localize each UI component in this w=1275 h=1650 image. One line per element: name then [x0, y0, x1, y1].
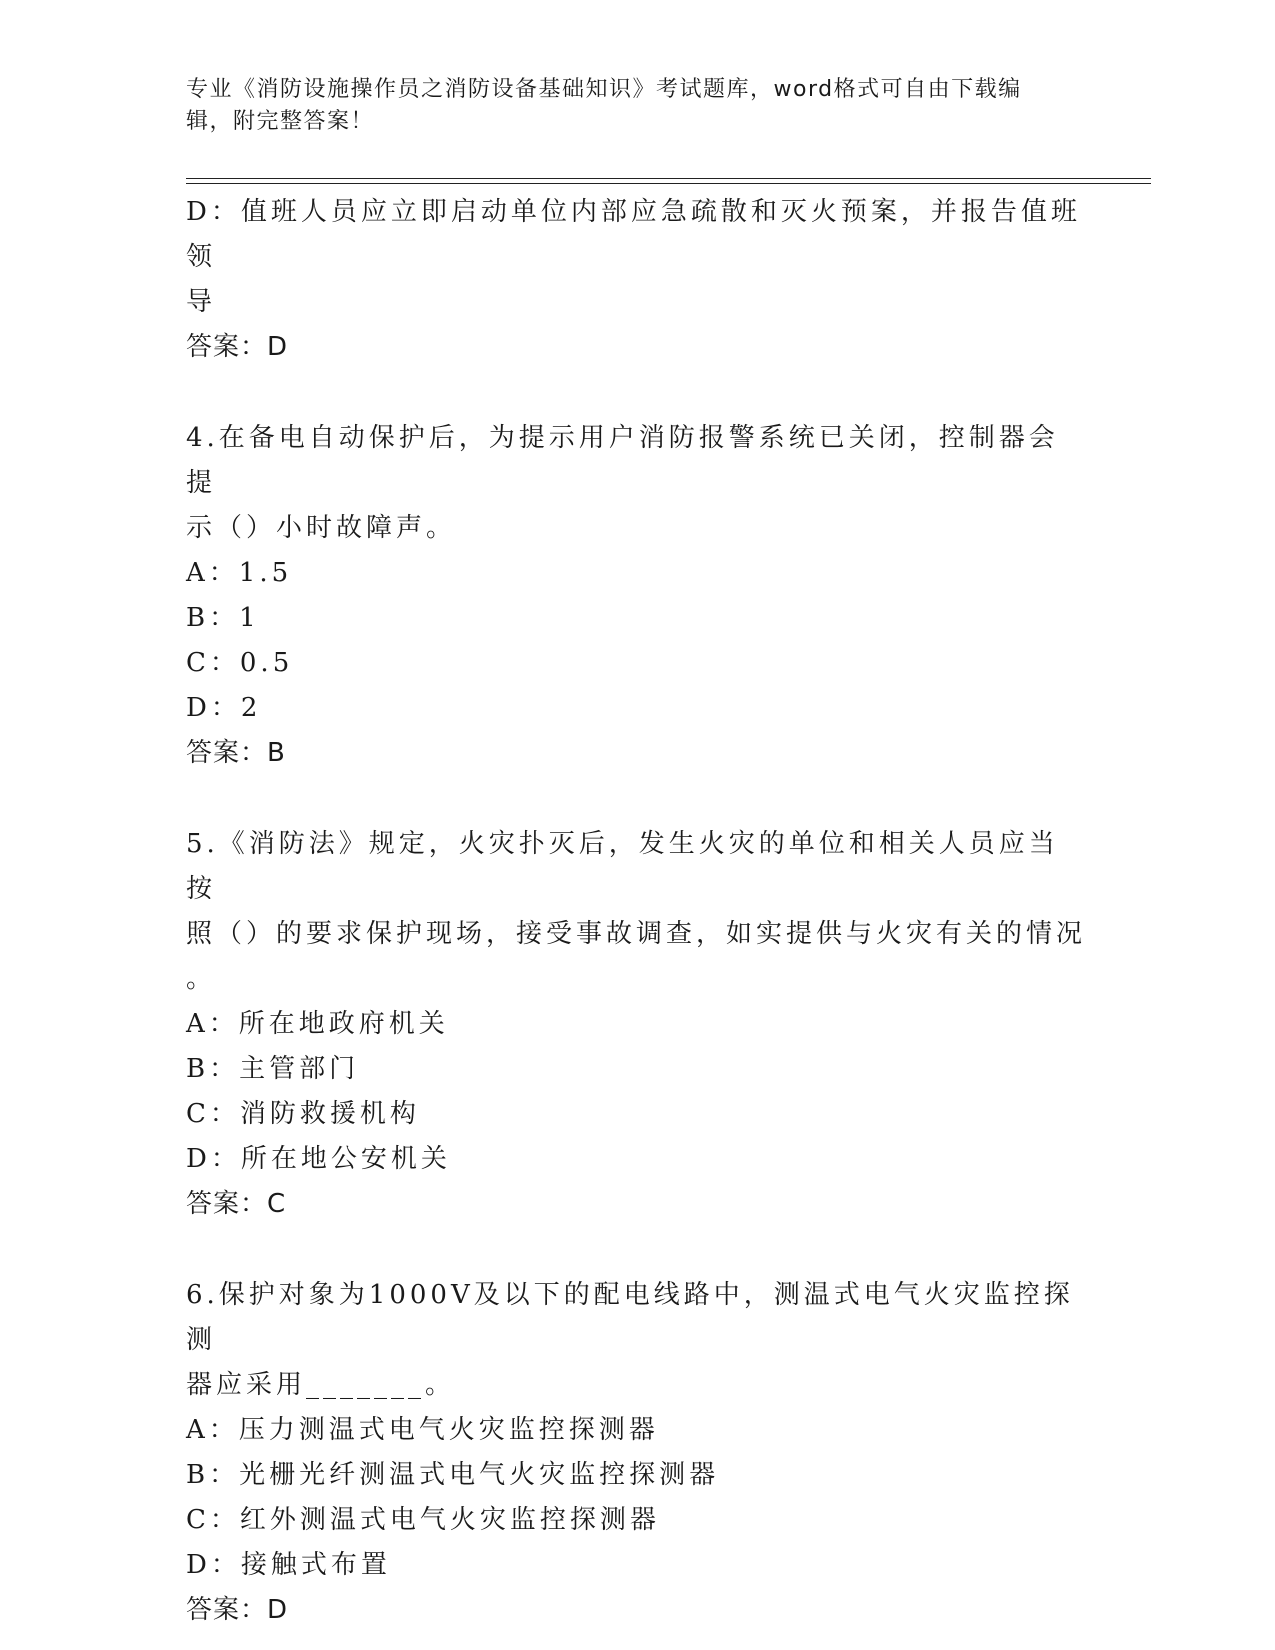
header-divider-top [186, 178, 1151, 179]
question-stem-continued: 照（）的要求保护现场，接受事故调查，如实提供与火灾有关的情况 [186, 919, 1087, 949]
question-stem: 5.《消防法》规定，火灾扑灭后，发生火灾的单位和相关人员应当按 [186, 829, 1059, 904]
option-c: C：消防救援机构 [186, 1099, 420, 1129]
option-d: D：值班人员应立即启动单位内部应急疏散和灭火预案，并报告值班领 [186, 197, 1081, 272]
option-d: D：接触式布置 [186, 1550, 391, 1580]
answer: 答案：D [186, 1595, 289, 1625]
option-b: B：主管部门 [186, 1054, 360, 1084]
option-b: B：光栅光纤测温式电气火灾监控探测器 [186, 1460, 720, 1490]
option-a: A：1.5 [186, 558, 293, 588]
continued-question [186, 190, 1086, 370]
question-stem: 4.在备电自动保护后，为提示用户消防报警系统已关闭，控制器会提 [186, 423, 1059, 498]
header-line-2: 辑，附完整答案！ [186, 109, 375, 134]
answer: 答案：B [186, 738, 286, 768]
document-header [186, 74, 1066, 138]
option-d: D：所在地公安机关 [186, 1144, 451, 1174]
header-divider-bottom [186, 183, 1151, 184]
question-6 [186, 1273, 1086, 1633]
question-4 [186, 416, 1086, 776]
option-a: A：压力测温式电气火灾监控探测器 [186, 1415, 659, 1445]
option-d-continued: 导 [186, 287, 217, 317]
answer: 答案：D [186, 332, 289, 362]
question-stem-end: 。 [186, 964, 217, 994]
option-c: C：0.5 [186, 648, 294, 678]
option-b: B：1 [186, 603, 260, 633]
option-d: D：2 [186, 693, 262, 723]
option-a: A：所在地政府机关 [186, 1009, 449, 1039]
header-line-1: 专业《消防设施操作员之消防设备基础知识》考试题库，word格式可自由下载编 [186, 77, 1022, 102]
answer: 答案：C [186, 1189, 287, 1219]
question-stem: 6.保护对象为1000V及以下的配电线路中，测温式电气火灾监控探测 [186, 1280, 1074, 1355]
question-stem-continued: 示（）小时故障声。 [186, 513, 457, 543]
question-5 [186, 822, 1086, 1227]
question-stem-continued: 器应采用_______。 [186, 1370, 456, 1400]
option-c: C：红外测温式电气火灾监控探测器 [186, 1505, 660, 1535]
question-content [186, 190, 1086, 1633]
